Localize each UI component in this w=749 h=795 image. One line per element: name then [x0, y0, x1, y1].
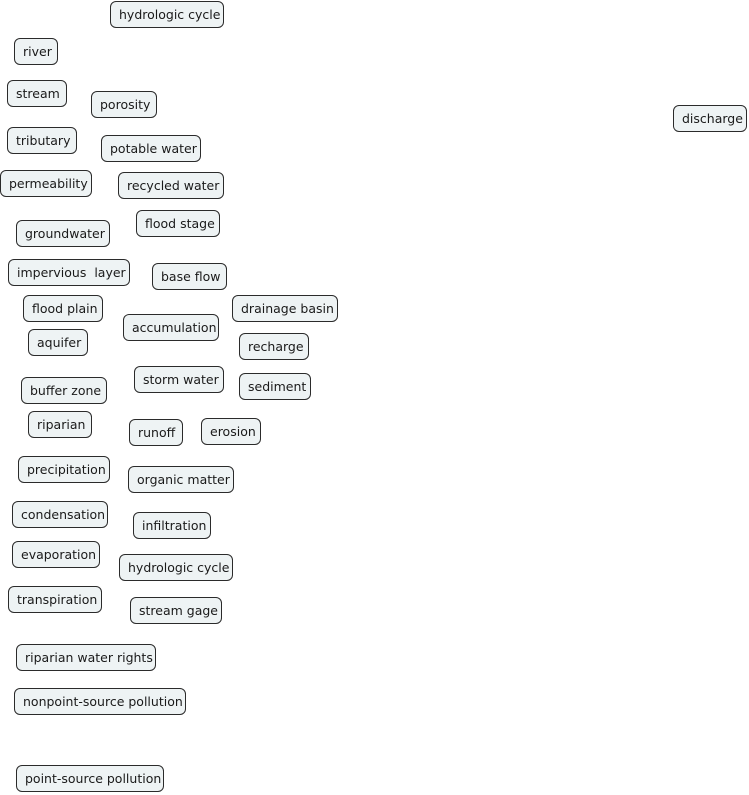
concept-node-transpiration[interactable]: transpiration	[8, 586, 102, 613]
concept-node-aquifer[interactable]: aquifer	[28, 329, 88, 356]
concept-node-accumulation[interactable]: accumulation	[123, 314, 219, 341]
concept-node-flood-plain[interactable]: flood plain	[23, 295, 103, 322]
concept-node-permeability[interactable]: permeability	[0, 170, 92, 197]
concept-node-river[interactable]: river	[14, 38, 58, 65]
concept-node-tributary[interactable]: tributary	[7, 127, 77, 154]
concept-node-storm-water[interactable]: storm water	[134, 366, 224, 393]
concept-node-erosion[interactable]: erosion	[201, 418, 261, 445]
concept-node-base-flow[interactable]: base flow	[152, 263, 227, 290]
concept-node-recharge[interactable]: recharge	[239, 333, 309, 360]
concept-node-organic-matter[interactable]: organic matter	[128, 466, 234, 493]
concept-node-groundwater[interactable]: groundwater	[16, 220, 110, 247]
concept-node-condensation[interactable]: condensation	[12, 501, 108, 528]
concept-node-runoff[interactable]: runoff	[129, 419, 183, 446]
concept-node-riparian-water-rights[interactable]: riparian water rights	[16, 644, 156, 671]
concept-node-flood-stage[interactable]: flood stage	[136, 210, 220, 237]
concept-node-porosity[interactable]: porosity	[91, 91, 157, 118]
concept-node-hydrologic-cycle[interactable]: hydrologic cycle	[110, 1, 224, 28]
concept-node-point-source-pollution[interactable]: point-source pollution	[16, 765, 164, 792]
concept-node-discharge[interactable]: discharge	[673, 105, 747, 132]
concept-node-evaporation[interactable]: evaporation	[12, 541, 100, 568]
concept-node-sediment[interactable]: sediment	[239, 373, 311, 400]
concept-node-recycled-water[interactable]: recycled water	[118, 172, 224, 199]
concept-node-potable-water[interactable]: potable water	[101, 135, 201, 162]
concept-node-precipitation[interactable]: precipitation	[18, 456, 110, 483]
concept-node-stream-gage[interactable]: stream gage	[130, 597, 222, 624]
concept-node-stream[interactable]: stream	[7, 80, 67, 107]
concept-node-nonpoint-source-pollution[interactable]: nonpoint-source pollution	[14, 688, 186, 715]
concept-node-impervious-layer[interactable]: impervious layer	[8, 259, 130, 286]
concept-node-buffer-zone[interactable]: buffer zone	[21, 377, 107, 404]
concept-node-drainage-basin[interactable]: drainage basin	[232, 295, 338, 322]
concept-node-infiltration[interactable]: infiltration	[133, 512, 211, 539]
concept-node-riparian[interactable]: riparian	[28, 411, 92, 438]
concept-node-hydrologic-cycle-2[interactable]: hydrologic cycle	[119, 554, 233, 581]
